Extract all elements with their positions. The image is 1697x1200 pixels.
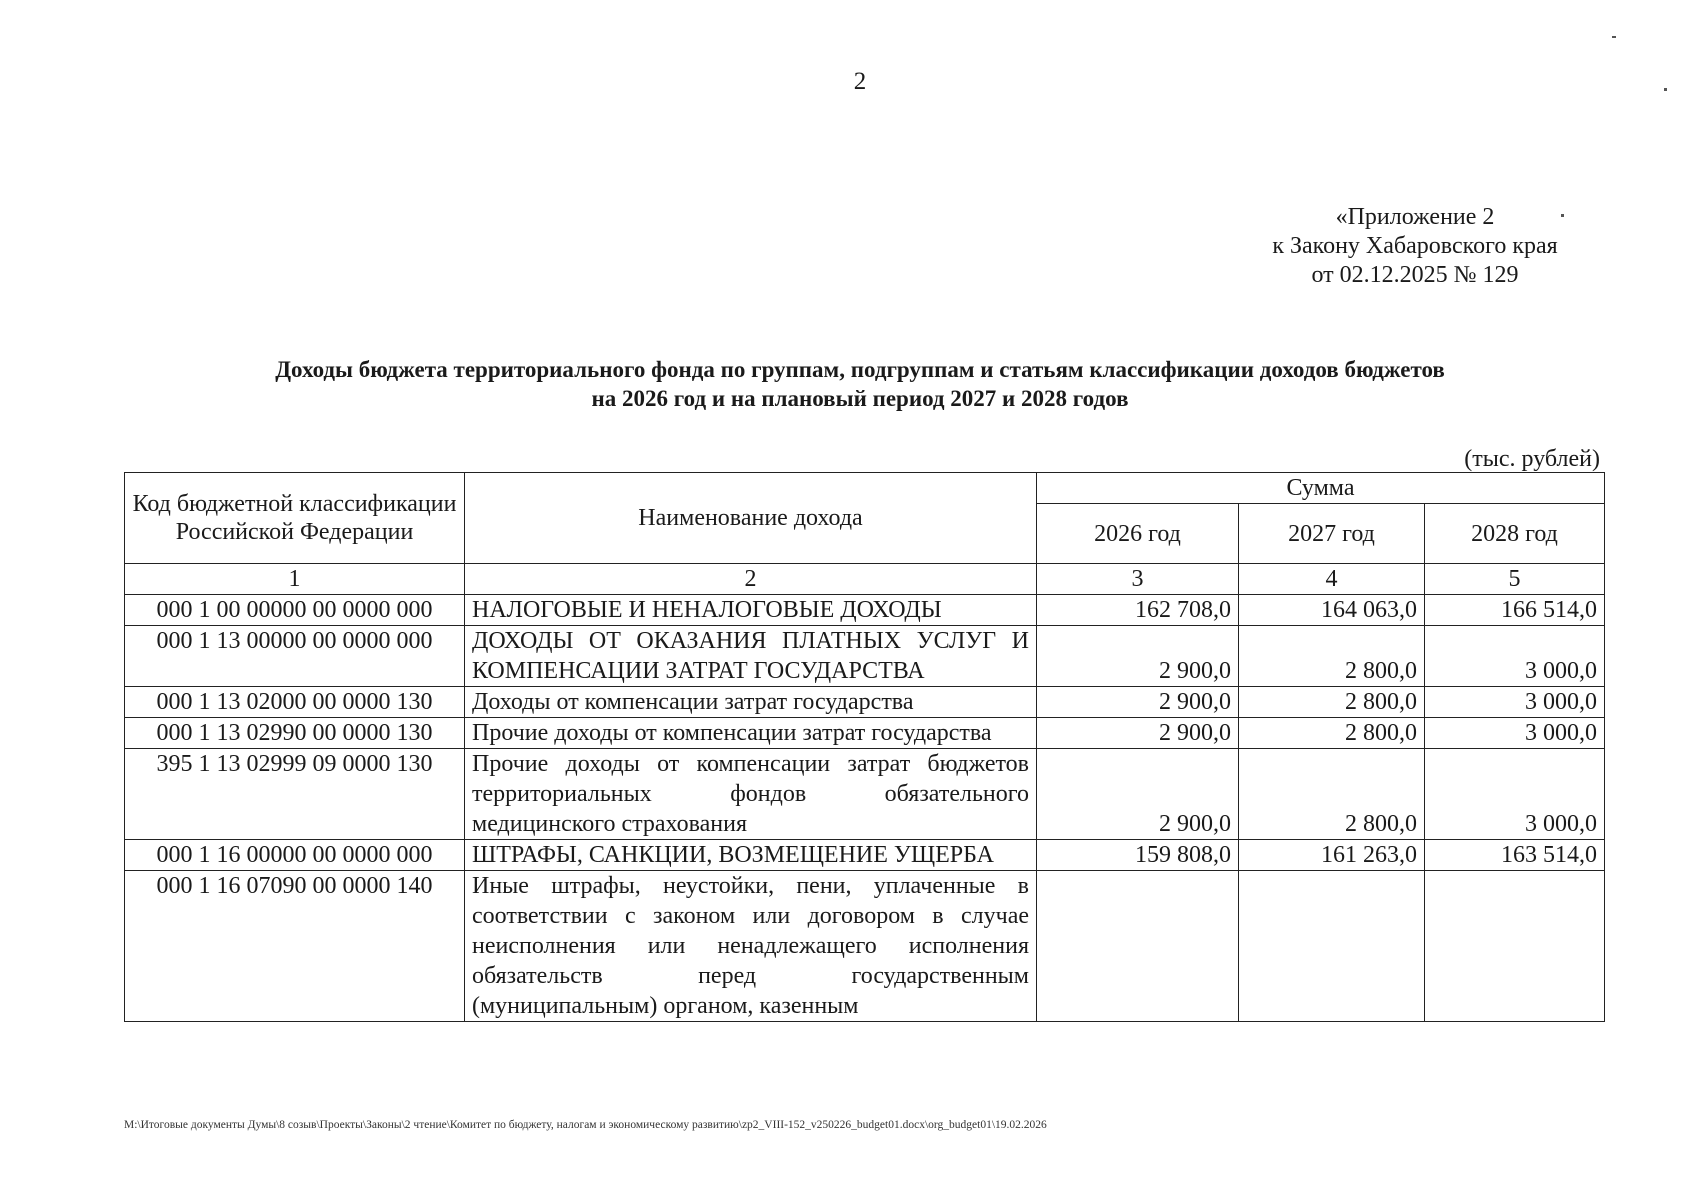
file-path-footer: M:\Итоговые документы Думы\8 созыв\Проекты\Законы\2 чтение\Комитет по бюджету, налогам и экономическому развитию\zp2_VIII-152_v250226_budget01.docx\org_budget01\19.02.2026 bbox=[124, 1119, 1047, 1131]
title-line-2: на 2026 год и на плановый период 2027 и 2028 годов bbox=[591, 386, 1129, 411]
table-row bbox=[125, 718, 1605, 749]
page-number: 2 bbox=[853, 68, 867, 95]
row-code: 000 1 00 00000 00 0000 000 bbox=[125, 595, 465, 626]
row-code: 000 1 16 00000 00 0000 000 bbox=[125, 840, 465, 871]
row-code: 000 1 13 00000 00 0000 000 bbox=[125, 626, 465, 687]
row-value-2027 bbox=[1239, 871, 1425, 1022]
row-value-2028: 3 000,0 bbox=[1425, 718, 1605, 749]
row-value-2027: 2 800,0 bbox=[1239, 718, 1425, 749]
row-value-2028: 166 514,0 bbox=[1425, 595, 1605, 626]
column-number-row bbox=[125, 564, 1605, 595]
header-code: Код бюджетной классификации Российской Федерации bbox=[125, 473, 465, 564]
appendix-line-3: от 02.12.2025 № 129 bbox=[1311, 262, 1519, 288]
row-value-2026: 2 900,0 bbox=[1037, 626, 1239, 687]
units-label: (тыс. рублей) bbox=[1464, 446, 1600, 472]
row-value-2026: 159 808,0 bbox=[1037, 840, 1239, 871]
row-value-2026 bbox=[1037, 871, 1239, 1022]
row-value-2028: 3 000,0 bbox=[1425, 749, 1605, 840]
row-value-2026: 2 900,0 bbox=[1037, 687, 1239, 718]
row-name: Доходы от компенсации затрат государства bbox=[465, 687, 1037, 718]
header-2028: 2028 год bbox=[1425, 504, 1605, 564]
column-number: 5 bbox=[1425, 564, 1605, 595]
table-row bbox=[125, 626, 1605, 687]
header-2026: 2026 год bbox=[1037, 504, 1239, 564]
column-number: 1 bbox=[125, 564, 465, 595]
row-name: Прочие доходы от компенсации затрат бюджетов территориальных фондов обязательного медицинского страхования bbox=[465, 749, 1037, 840]
column-number: 4 bbox=[1239, 564, 1425, 595]
scan-speck bbox=[1561, 214, 1564, 217]
document-title bbox=[100, 355, 1620, 413]
table-row bbox=[125, 595, 1605, 626]
table-row bbox=[125, 687, 1605, 718]
row-value-2028: 3 000,0 bbox=[1425, 687, 1605, 718]
revenue-table bbox=[124, 472, 1605, 1022]
row-code: 000 1 16 07090 00 0000 140 bbox=[125, 871, 465, 1022]
header-2027: 2027 год bbox=[1239, 504, 1425, 564]
row-name: НАЛОГОВЫЕ И НЕНАЛОГОВЫЕ ДОХОДЫ bbox=[465, 595, 1037, 626]
row-code: 000 1 13 02990 00 0000 130 bbox=[125, 718, 465, 749]
column-number: 2 bbox=[465, 564, 1037, 595]
title-line-1: Доходы бюджета территориального фонда по группам, подгруппам и статьям классификации доходов бюджетов bbox=[275, 357, 1445, 382]
table-row bbox=[125, 871, 1605, 1022]
row-value-2026: 2 900,0 bbox=[1037, 718, 1239, 749]
scan-speck bbox=[1664, 88, 1667, 91]
row-value-2027: 2 800,0 bbox=[1239, 749, 1425, 840]
appendix-line-2: к Закону Хабаровского края bbox=[1272, 233, 1558, 259]
row-value-2028: 3 000,0 bbox=[1425, 626, 1605, 687]
row-code: 000 1 13 02000 00 0000 130 bbox=[125, 687, 465, 718]
appendix-line-1: «Приложение 2 bbox=[1335, 204, 1495, 230]
header-row bbox=[125, 473, 1605, 504]
row-value-2027: 2 800,0 bbox=[1239, 687, 1425, 718]
row-name: Прочие доходы от компенсации затрат государства bbox=[465, 718, 1037, 749]
row-code: 395 1 13 02999 09 0000 130 bbox=[125, 749, 465, 840]
row-name: ДОХОДЫ ОТ ОКАЗАНИЯ ПЛАТНЫХ УСЛУГ И КОМПЕНСАЦИИ ЗАТРАТ ГОСУДАРСТВА bbox=[465, 626, 1037, 687]
row-value-2028: 163 514,0 bbox=[1425, 840, 1605, 871]
header-name: Наименование дохода bbox=[465, 473, 1037, 564]
row-value-2027: 164 063,0 bbox=[1239, 595, 1425, 626]
row-value-2026: 162 708,0 bbox=[1037, 595, 1239, 626]
row-value-2028 bbox=[1425, 871, 1605, 1022]
row-value-2027: 2 800,0 bbox=[1239, 626, 1425, 687]
appendix-reference bbox=[1240, 203, 1590, 290]
row-value-2027: 161 263,0 bbox=[1239, 840, 1425, 871]
column-number: 3 bbox=[1037, 564, 1239, 595]
row-value-2026: 2 900,0 bbox=[1037, 749, 1239, 840]
header-sum: Сумма bbox=[1037, 473, 1605, 504]
table-row bbox=[125, 840, 1605, 871]
row-name: ШТРАФЫ, САНКЦИИ, ВОЗМЕЩЕНИЕ УЩЕРБА bbox=[465, 840, 1037, 871]
row-name: Иные штрафы, неустойки, пени, уплаченные в соответствии с законом или договором в случае неисполнения или ненадлежащего исполнения обязательств перед государственным (муниципальным) органом, казенным bbox=[465, 871, 1037, 1022]
table-row bbox=[125, 749, 1605, 840]
scan-speck bbox=[1612, 36, 1616, 38]
